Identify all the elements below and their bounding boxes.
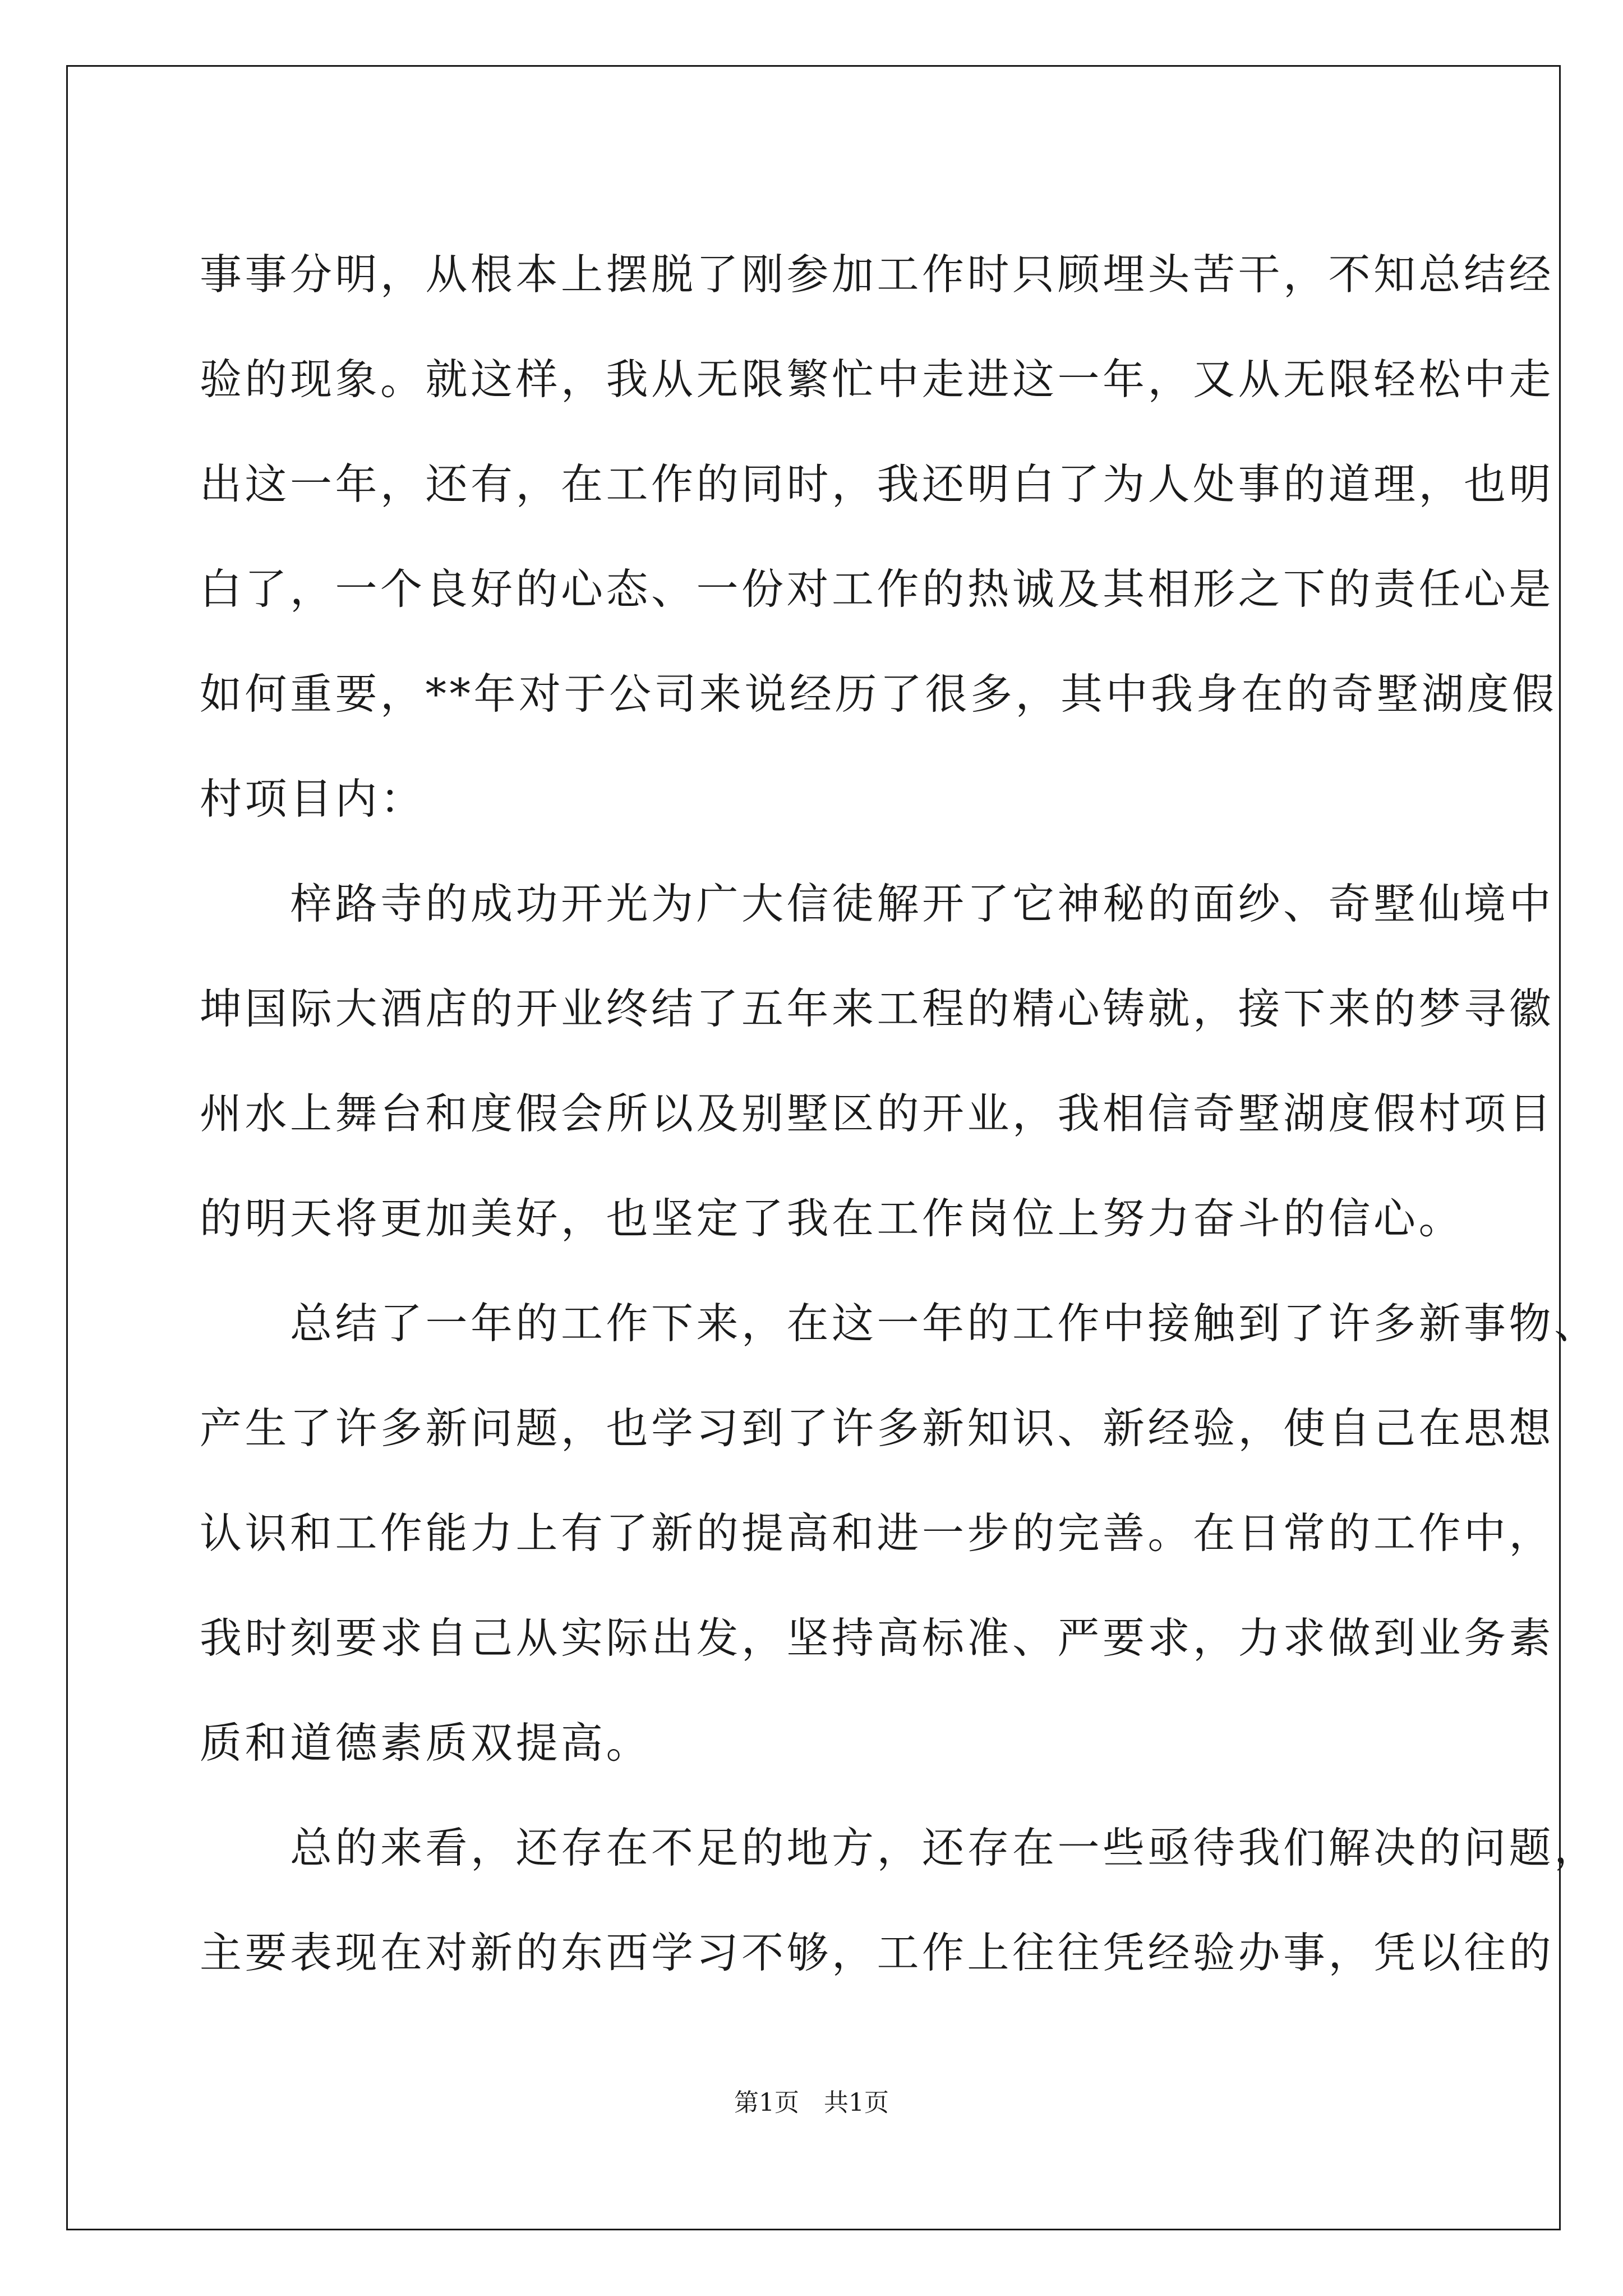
- text-line: 梓路寺的成功开光为广大信徒解开了它神秘的面纱、奇墅仙境中: [200, 879, 1555, 928]
- text-line: 的明天将更加美好，也坚定了我在工作岗位上努力奋斗的信心。: [200, 1194, 1464, 1243]
- text-line: 产生了许多新问题，也学习到了许多新知识、新经验，使自己在思想: [200, 1404, 1555, 1453]
- text-line: 坤国际大酒店的开业终结了五年来工程的精心铸就，接下来的梦寻徽: [200, 984, 1555, 1033]
- text-line: 总结了一年的工作下来，在这一年的工作中接触到了许多新事物、: [200, 1299, 1599, 1348]
- text-line: 验的现象。就这样，我从无限繁忙中走进这一年，又从无限轻松中走: [200, 355, 1555, 404]
- text-line: 事事分明，从根本上摆脱了刚参加工作时只顾埋头苦干，不知总结经: [200, 250, 1555, 299]
- text-line: 州水上舞台和度假会所以及别墅区的开业，我相信奇墅湖度假村项目: [200, 1089, 1555, 1138]
- document-body: [200, 222, 1599, 2005]
- text-line: 白了，一个良好的心态、一份对工作的热诚及其相形之下的责任心是: [200, 564, 1555, 614]
- text-line: 总的来看，还存在不足的地方，还存在一些亟待我们解决的问题，: [200, 1823, 1599, 1872]
- text-line: 如何重要，**年对于公司来说经历了很多，其中我身在的奇墅湖度假: [200, 669, 1557, 719]
- text-line: 认识和工作能力上有了新的提高和进一步的完善。在日常的工作中，: [200, 1508, 1555, 1558]
- text-line: 我时刻要求自己从实际出发，坚持高标准、严要求，力求做到业务素: [200, 1613, 1555, 1663]
- text-line: 出这一年，还有，在工作的同时，我还明白了为人处事的道理，也明: [200, 459, 1555, 509]
- text-line: 质和道德素质双提高。: [200, 1718, 652, 1768]
- text-line: 主要表现在对新的东西学习不够，工作上往往凭经验办事，凭以往的: [200, 1928, 1555, 1977]
- page-number-footer: 第1页 共1页: [734, 2088, 889, 2117]
- text-line: 村项目内：: [200, 774, 426, 823]
